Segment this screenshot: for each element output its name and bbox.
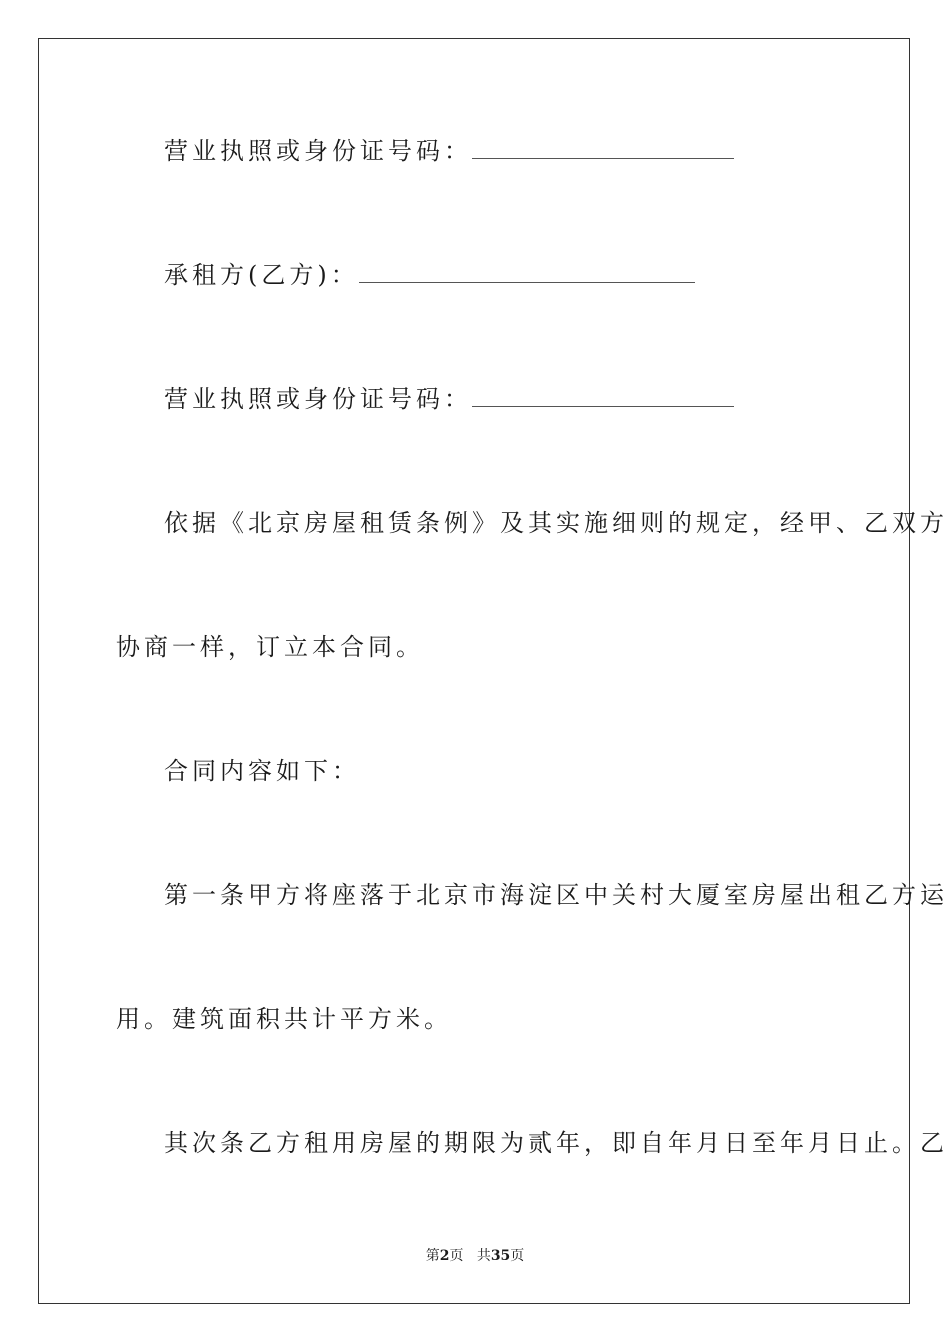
paragraph-basis-line-1: 依据《北京房屋租赁条例》及其实施细则的规定，经甲、乙双方 [164,509,948,537]
license-id-label: 营业执照或身份证号码： [164,137,472,165]
license-id-blank[interactable] [472,384,734,407]
contract-content-heading: 合同内容如下： [164,757,360,785]
page-border [38,38,910,1304]
license-id-label: 营业执照或身份证号码： [164,385,472,413]
license-id-field-lessor [164,136,734,166]
total-suffix: 页 [510,1248,525,1264]
page-number: 2 [439,1248,450,1264]
paragraph-basis-line-2: 协商一样，订立本合同。 [116,633,424,661]
article-1-line-2: 用。建筑面积共计平方米。 [116,1005,452,1033]
license-id-field-lessee [164,384,734,414]
total-prefix: 共 [476,1248,491,1264]
lessee-blank[interactable] [359,260,695,283]
page-footer [0,1246,950,1266]
total-pages: 35 [490,1248,511,1264]
lessee-field [164,260,695,290]
page-prefix: 第 [425,1248,440,1264]
article-1-line-1: 第一条甲方将座落于北京市海淀区中关村大厦室房屋出租乙方运 [164,881,948,909]
lessee-label: 承租方(乙方)： [164,261,359,289]
license-id-blank[interactable] [472,136,734,159]
page-suffix: 页 [449,1248,464,1264]
article-2-line-1: 其次条乙方租用房屋的期限为贰年，即自年月日至年月日止。乙 [164,1129,948,1157]
